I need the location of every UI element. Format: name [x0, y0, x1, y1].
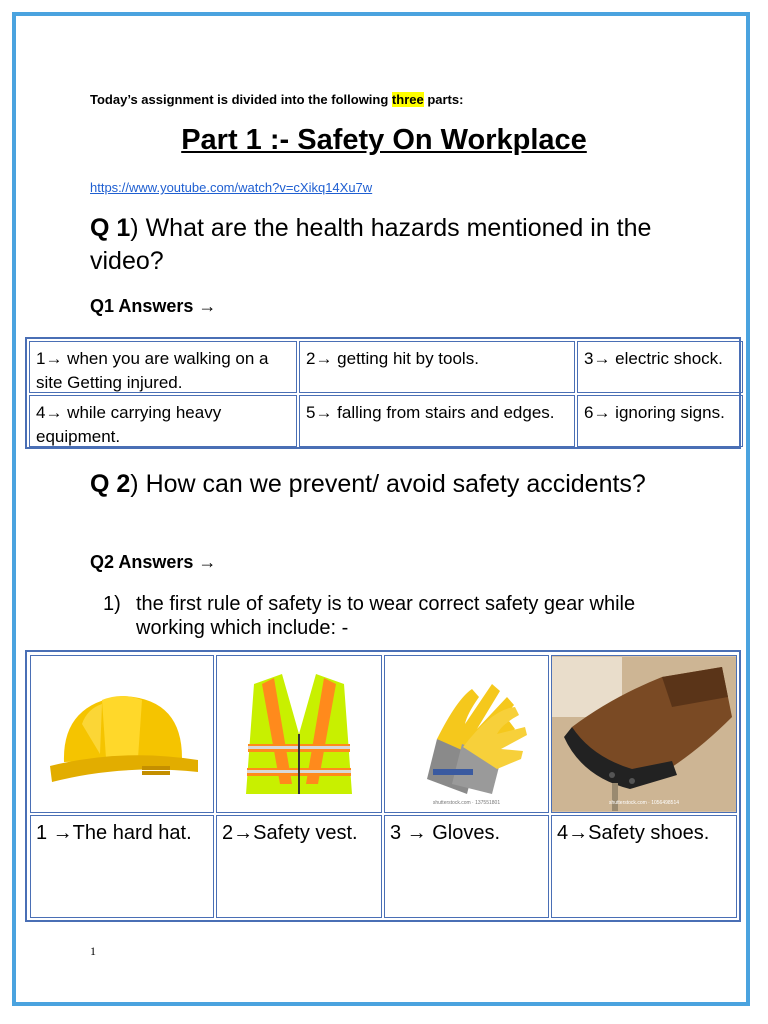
gloves-watermark: shutterstock.com · 137551801 [432, 800, 501, 806]
gloves-image [384, 655, 549, 813]
question-2-label: Q 2 [90, 470, 131, 498]
q1-answers-label: Q1 Answers → [90, 296, 217, 316]
shoes-watermark: shutterstock.com · 1056498514 [608, 800, 680, 806]
safety-shoes-image [551, 655, 737, 813]
intro-highlight: three [391, 92, 424, 107]
safety-gear-table [25, 650, 741, 922]
question-2-text: ) How can we prevent/ avoid safety accidents? [130, 470, 646, 498]
gear-label: 1 →The hard hat. [30, 815, 214, 918]
safety-vest-image [216, 655, 382, 813]
hard-hat-icon [42, 674, 202, 794]
hazard-cell: 5→ falling from stairs and edges. [299, 395, 575, 447]
hazard-cell: 4→ while carrying heavy equipment. [29, 395, 297, 447]
question-2 [90, 468, 710, 501]
safety-vest-icon [234, 664, 364, 804]
safety-shoes-icon [552, 657, 736, 811]
intro-before: Today’s assignment is divided into the following [90, 92, 392, 107]
rule-list-item [103, 592, 663, 640]
page-title: Part 1 :- Safety On Workplace [181, 124, 587, 156]
intro-text [90, 92, 463, 107]
hazards-table [25, 337, 741, 449]
question-1-label: Q 1 [90, 214, 131, 242]
gear-label: 4→Safety shoes. [551, 815, 737, 918]
rule-text: the first rule of safety is to wear correct safety gear while working which include: - [136, 593, 636, 639]
hazard-cell: 3→ electric shock. [577, 341, 743, 393]
gear-label: 2→Safety vest. [216, 815, 382, 918]
hard-hat-image [30, 655, 214, 813]
hazard-cell: 2→ getting hit by tools. [299, 341, 575, 393]
gloves-icon [397, 669, 537, 799]
video-link[interactable]: https://www.youtube.com/watch?v=cXikq14Xu7w [90, 180, 373, 195]
page-number: 1 [90, 944, 96, 958]
gear-label: 3 → Gloves. [384, 815, 549, 918]
hazard-cell: 6→ ignoring signs. [577, 395, 743, 447]
question-1-text: ) What are the health hazards mentioned in the video? [90, 214, 652, 275]
hazard-cell: 1→ when you are walking on a site Getting injured. [29, 341, 297, 393]
q2-answers-label: Q2 Answers → [90, 552, 217, 572]
intro-after: parts: [423, 92, 464, 107]
question-1 [90, 212, 710, 278]
rule-number: 1) [103, 593, 121, 615]
